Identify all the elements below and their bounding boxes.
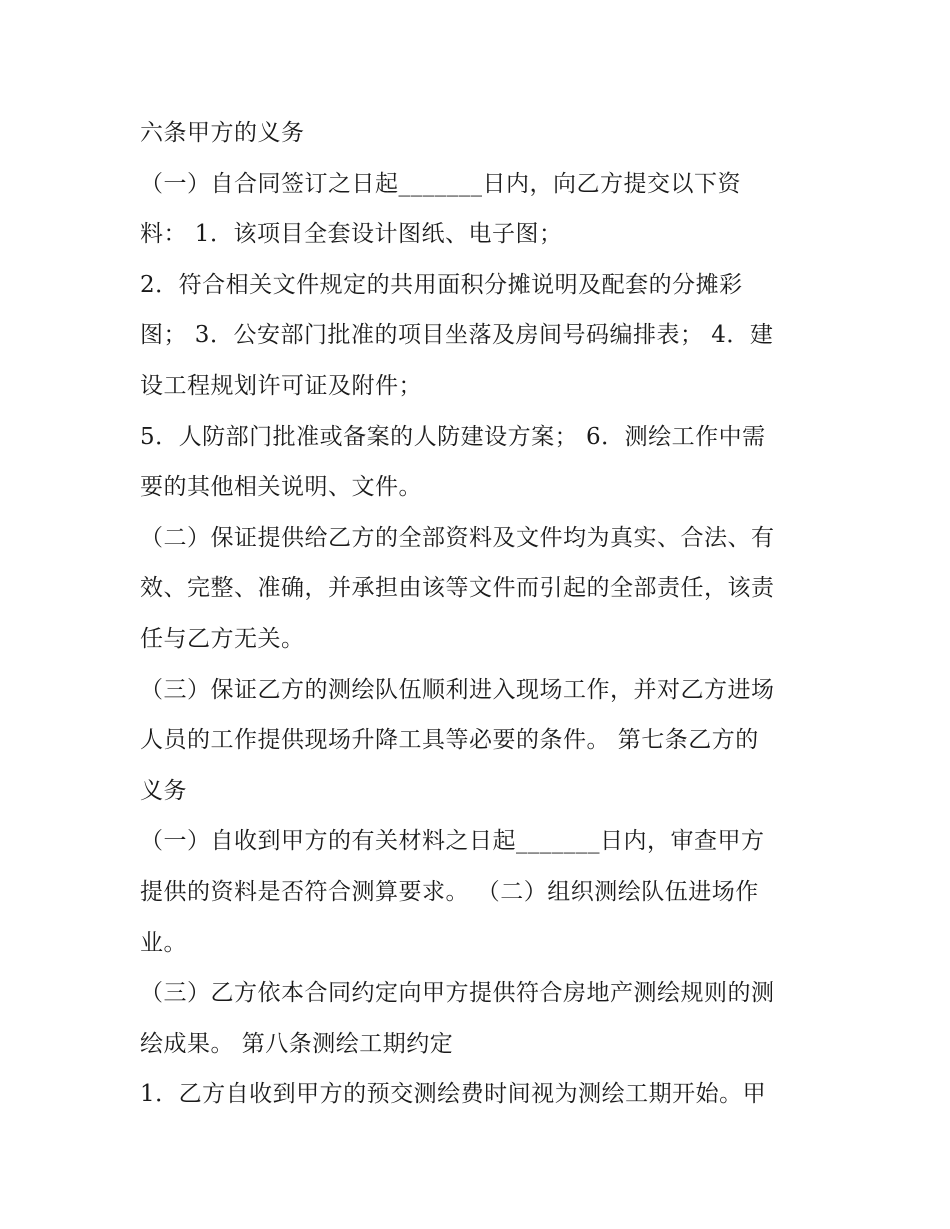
text-line: 效、完整、准确，并承担由该等文件而引起的全部责任，该责 — [140, 575, 775, 602]
text-line: 图； 3．公安部门批准的项目坐落及房间号码编排表； 4．建 — [140, 322, 774, 349]
text-line: 1．乙方自收到甲方的预交测绘费时间视为测绘工期开始。甲 — [140, 1081, 767, 1108]
text-line: 业。 — [140, 929, 187, 956]
text-line: 要的其他相关说明、文件。 — [140, 474, 422, 501]
text-line: 2．符合相关文件规定的共用面积分摊说明及配套的分摊彩 — [140, 271, 743, 298]
document-body — [140, 108, 820, 1120]
text-line: （二）保证提供给乙方的全部资料及文件均为真实、合法、有 — [140, 524, 775, 551]
text-line: （三）乙方依本合同约定向甲方提供符合房地产测绘规则的测 — [140, 980, 775, 1007]
text-line: 5．人防部门批准或备案的人防建设方案； 6．测绘工作中需 — [140, 423, 766, 450]
text-line: 料： 1．该项目全套设计图纸、电子图； — [140, 221, 563, 248]
text-line: 六条甲方的义务 — [140, 120, 305, 146]
text-line: 任与乙方无关。 — [140, 625, 305, 652]
text-line: 人员的工作提供现场升降工具等必要的条件。 第七条乙方的 — [140, 727, 759, 754]
text-line: 义务 — [140, 777, 187, 804]
text-line: 绘成果。 第八条测绘工期约定 — [140, 1030, 454, 1057]
text-line: （三）保证乙方的测绘队伍顺利进入现场工作，并对乙方进场 — [140, 676, 775, 703]
text-line: 提供的资料是否符合测算要求。 （二）组织测绘队伍进场作 — [140, 878, 759, 905]
text-line: 设工程规划许可证及附件； — [140, 372, 422, 399]
text-line: （一）自合同签订之日起_______日内，向乙方提交以下资 — [140, 170, 741, 197]
text-line: （一）自收到甲方的有关材料之日起_______日内，审查甲方 — [140, 828, 765, 855]
